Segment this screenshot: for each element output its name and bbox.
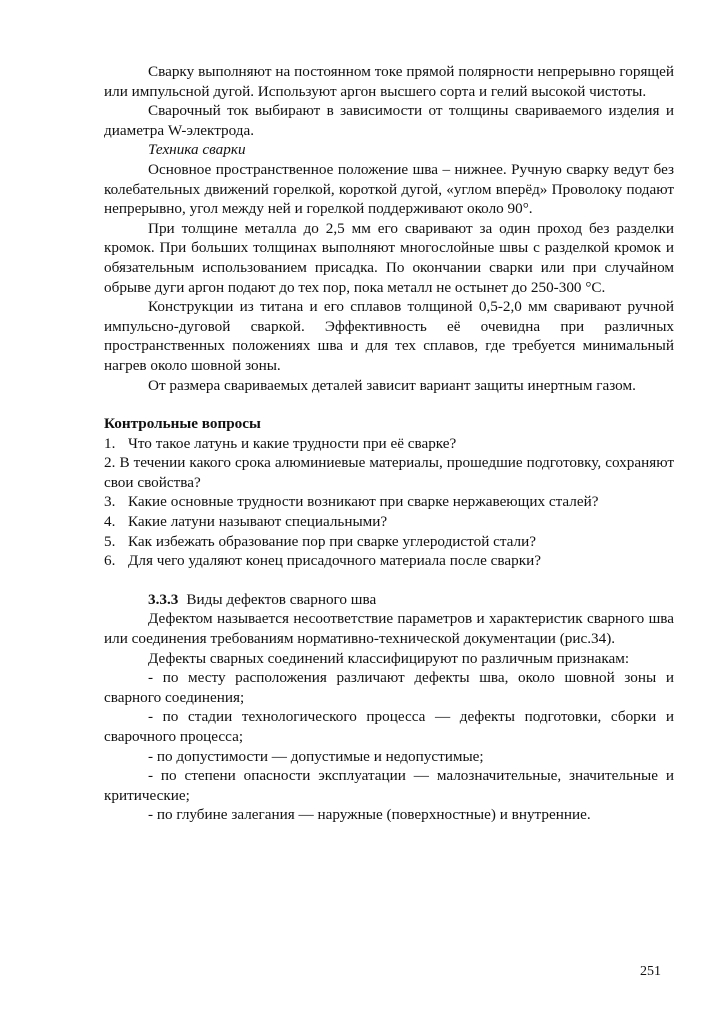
paragraph: Дефектом называется несоответствие параметров и характеристик сварного шва или соединения требованиям нормативно-технической документации (рис.34). (104, 610, 674, 648)
paragraph: Основное пространственное положение шва – нижнее. Ручную сварку ведут без колебательных движений горелкой, короткой дугой, «углом вперёд» Проволоку подают непрерывно, угол между ней и горелкой поддерживают около 90°. (104, 160, 674, 218)
page-number: 251 (640, 964, 661, 979)
question-text: Для чего удаляют конец присадочного материала после сварки? (128, 552, 541, 570)
paragraph: Дефекты сварных соединений классифицируют по различным признакам: (148, 649, 630, 667)
section-title: Виды дефектов сварного шва (186, 590, 377, 608)
question-item (104, 434, 674, 454)
paragraph: При толщине металла до 2,5 мм его сваривают за один проход без разделки кромок. При больших толщинах выполняют многослойные швы с разделкой кромок и обязательным использованием присадка. По окончании сварки или при случайном обрыве дуги аргон подают до тех пор, пока металл не остынет до 250-300 °С. (104, 219, 674, 296)
paragraph: Сварочный ток выбирают в зависимости от толщины свариваемого изделия и диаметра W-электрода. (104, 102, 674, 139)
technique-heading: Техника сварки (148, 141, 246, 159)
question-item (104, 453, 674, 492)
question-item (104, 532, 674, 552)
question-number: 1. (104, 434, 116, 452)
question-item (104, 492, 674, 512)
list-item: - по допустимости — допустимые и недопустимые; (148, 747, 484, 765)
paragraph: Конструкции из титана и его сплавов толщиной 0,5-2,0 мм сваривают ручной импульсно-дуговой сваркой. Эффективность её очевидна при различных пространственных положениях шва и для тех сплавов, где требуется минимальный нагрев около шовной зоны. (104, 298, 674, 374)
section-heading (104, 590, 674, 610)
list-item: - по глубине залегания — наружные (поверхностные) и внутренние. (148, 806, 591, 824)
question-number: 6. (104, 552, 116, 570)
page-body (104, 62, 674, 825)
list-item: - по стадии технологического процесса — дефекты подготовки, сборки и сварочного процесса; (104, 708, 674, 745)
list-item: - по степени опасности эксплуатации — малозначительные, значительные и критические; (104, 767, 674, 804)
spacer (104, 571, 674, 590)
list-item: - по месту расположения различают дефекты шва, около шовной зоны и сварного соединения; (104, 669, 674, 706)
section-number: 3.3.3 (148, 590, 179, 608)
question-item (104, 551, 674, 571)
question-text: Что такое латунь и какие трудности при её сварке? (128, 434, 457, 452)
question-number: 4. (104, 513, 116, 531)
question-text: Какие латуни называют специальными? (128, 513, 388, 531)
question-text: В течении какого срока алюминиевые материалы, прошедшие подготовку, сохраняют свои свойства? (104, 454, 674, 491)
questions-heading: Контрольные вопросы (104, 415, 261, 433)
paragraph: От размера свариваемых деталей зависит вариант защиты инертным газом. (148, 376, 636, 394)
question-number: 2. (104, 454, 116, 472)
question-number: 5. (104, 532, 116, 550)
paragraph: Сварку выполняют на постоянном токе прямой полярности непрерывно горящей или импульсной дугой. Используют аргон высшего сорта и гелий высокой чистоты. (104, 63, 674, 100)
question-item (104, 512, 674, 532)
question-text: Какие основные трудности возникают при сварке нержавеющих сталей? (128, 493, 599, 511)
question-number: 3. (104, 493, 116, 511)
question-text: Как избежать образование пор при сварке углеродистой стали? (128, 532, 537, 550)
spacer (104, 395, 674, 414)
